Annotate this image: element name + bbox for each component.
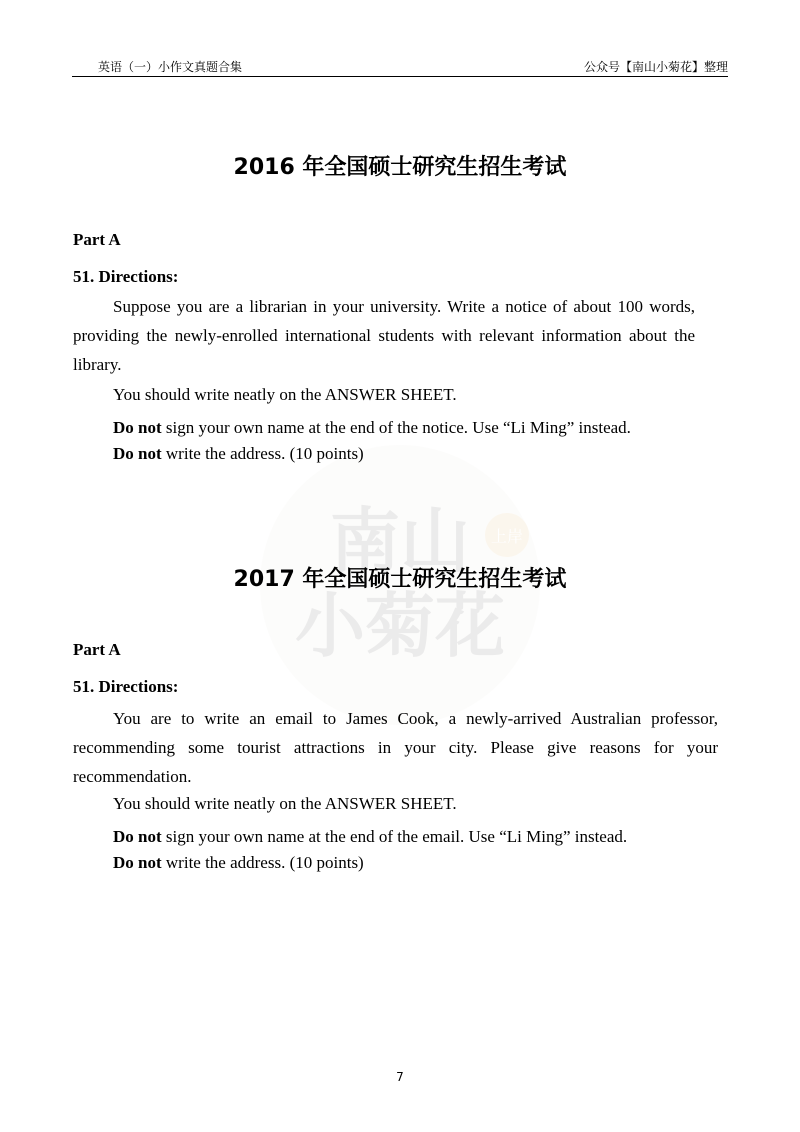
directions-paragraph: Suppose you are a librarian in your university. Write a notice of about 100 words, providing the newly-enrolled international students with relevant information about the library. — [73, 297, 695, 374]
do-not-label: Do not — [113, 827, 162, 846]
instruction-sign-name: sign your own name at the end of the email. Use “Li Ming” instead. — [161, 827, 628, 846]
page-number: 7 — [396, 1070, 404, 1084]
watermark-text-top: 南山 — [330, 500, 470, 582]
do-not-label: Do not — [113, 444, 162, 463]
part-label: Part A — [73, 640, 121, 659]
instruction-address: write the address. (10 points) — [161, 444, 364, 463]
directions-paragraph: You are to write an email to James Cook, a newly-arrived Australian professor, recommending some tourist attractions in your city. Please give reasons for your recommendation. — [73, 709, 718, 786]
directions-heading: 51. Directions: — [73, 267, 179, 286]
instruction-answer-sheet: You should write neatly on the ANSWER SHEET. — [113, 385, 457, 404]
instruction-sign-name: sign your own name at the end of the notice. Use “Li Ming” instead. — [161, 418, 631, 437]
instruction-line1-2017 — [73, 790, 698, 817]
instruction-line3-2016 — [73, 440, 698, 467]
instruction-address: write the address. (10 points) — [161, 853, 364, 872]
directions-heading: 51. Directions: — [73, 677, 179, 696]
header-right-source: 公众号【南山小菊花】整理 — [583, 60, 728, 74]
directions-2016 — [73, 267, 698, 287]
instruction-line2-2016 — [73, 414, 733, 441]
part-label-2016 — [73, 230, 698, 250]
instruction-answer-sheet: You should write neatly on the ANSWER SHEET. — [113, 794, 457, 813]
part-label: Part A — [73, 230, 121, 249]
exam-section-2016 — [73, 150, 698, 181]
do-not-label: Do not — [113, 418, 162, 437]
instruction-line1-2016 — [73, 381, 698, 408]
page-header — [72, 54, 728, 77]
instruction-line3-2017 — [73, 849, 698, 876]
do-not-label: Do not — [113, 853, 162, 872]
paragraph-2017 — [73, 704, 718, 791]
header-left-title: 英语（一）小作文真题合集 — [98, 60, 243, 74]
exam-section-2017 — [73, 562, 698, 593]
paragraph-2016 — [73, 292, 695, 379]
instruction-line2-2017 — [73, 823, 733, 850]
section-title: 2016 年全国硕士研究生招生考试 — [233, 155, 567, 180]
watermark-seal-text: 上岸 — [490, 527, 524, 546]
watermark-text-bottom: 小菊花 — [295, 585, 505, 667]
part-label-2017 — [73, 640, 698, 660]
section-title: 2017 年全国硕士研究生招生考试 — [233, 567, 567, 592]
directions-2017 — [73, 677, 698, 697]
